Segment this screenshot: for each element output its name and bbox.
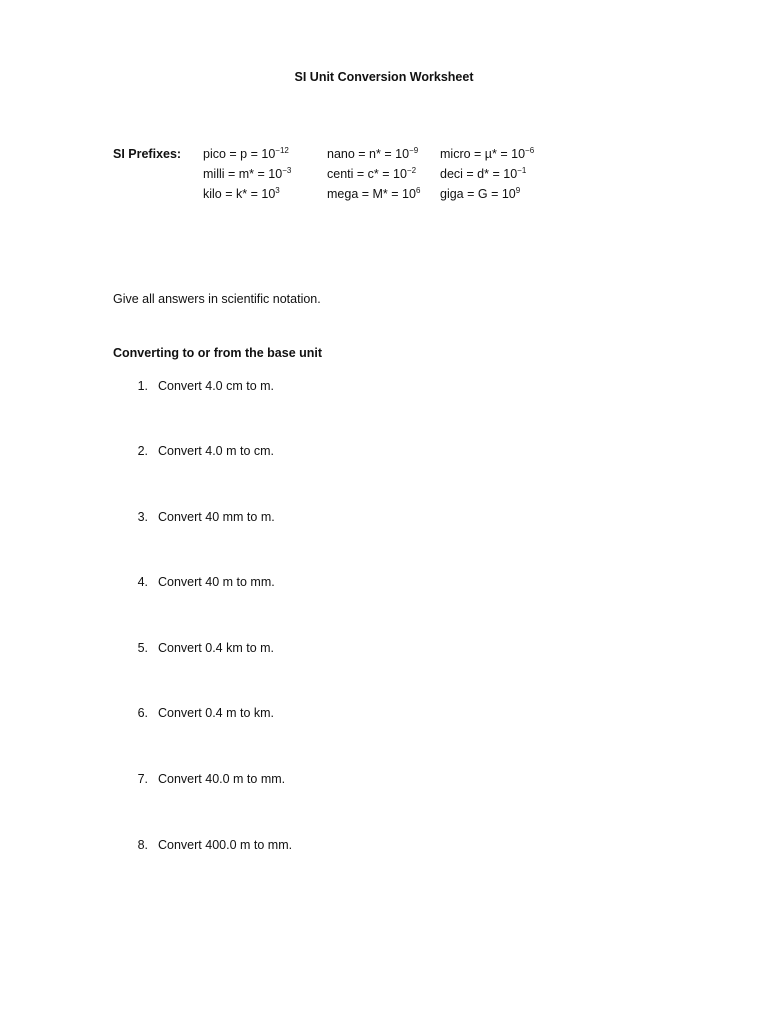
prefix-giga: giga = $G = 10^9$: [440, 186, 521, 201]
question-item: [113, 838, 292, 852]
prefix-mega: mega = $M* = 10^6$: [327, 186, 421, 201]
question-number: 7.: [137, 772, 148, 786]
question-item: [113, 379, 274, 393]
prefix-nano: nano = $n* = 10^{-9}$: [327, 146, 419, 161]
question-number: 1.: [137, 379, 148, 393]
question-item: [113, 772, 285, 786]
question-number: 8.: [137, 838, 148, 852]
question-number: 6.: [137, 706, 148, 720]
question-text: Convert 0.4 m to km.: [158, 706, 275, 720]
question-number: 5.: [137, 641, 148, 655]
question-number: 4.: [137, 575, 148, 589]
question-text: Convert 40 mm to m.: [158, 510, 275, 524]
question-item: [113, 510, 275, 524]
page-title: SI Unit Conversion Worksheet: [294, 70, 474, 84]
question-text: Convert 400.0 m to mm.: [158, 838, 293, 852]
section-heading: Converting to or from the base unit: [113, 346, 323, 360]
question-text: Convert 4.0 m to cm.: [158, 444, 275, 458]
question-number: 2.: [137, 444, 148, 458]
instruction-text: Give all answers in scientific notation.: [113, 292, 321, 306]
question-number: 3.: [137, 510, 148, 524]
prefix-kilo: kilo = $k* = 10^3$: [203, 186, 280, 201]
question-item: [113, 575, 275, 589]
question-text: Convert 40.0 m to mm.: [158, 772, 286, 786]
question-item: [113, 444, 274, 458]
prefix-micro: micro = $\mu* = 10^{-6}$: [440, 146, 535, 161]
question-text: Convert 40 m to mm.: [158, 575, 275, 589]
question-text: Convert 0.4 km to m.: [158, 641, 275, 655]
prefix-deci: deci = $d* = 10^{-1}$: [440, 166, 527, 181]
question-item: [113, 706, 274, 720]
si-prefixes-label: SI Prefixes:: [113, 147, 182, 161]
question-item: [113, 641, 274, 655]
prefix-pico: pico = $p = 10^{-12}$: [203, 146, 289, 161]
prefix-centi: centi = $c* = 10^{-2}$: [327, 166, 417, 181]
question-text: Convert 4.0 cm to m.: [158, 379, 275, 393]
prefix-milli: milli = $m* = 10^{-3}$: [203, 166, 292, 181]
